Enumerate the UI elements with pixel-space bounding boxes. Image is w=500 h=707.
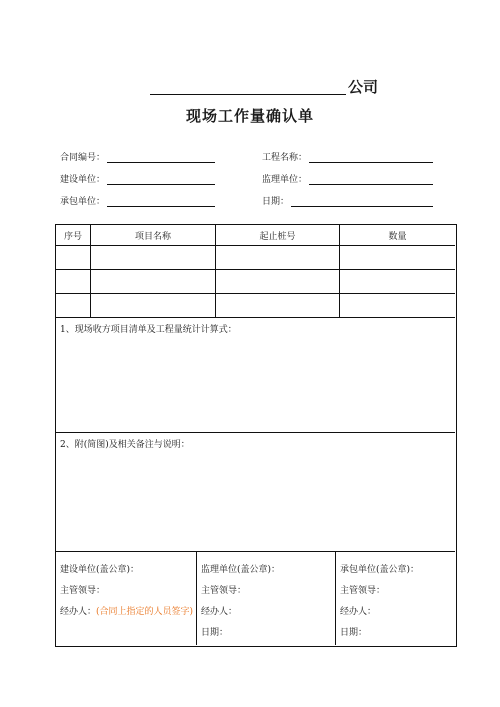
header-item-name: 项目名称 bbox=[91, 225, 216, 245]
station-cell[interactable] bbox=[216, 294, 340, 317]
calculation-section[interactable] bbox=[56, 318, 455, 433]
supervision-date-label: 日期： bbox=[201, 628, 229, 638]
seq-cell[interactable] bbox=[56, 270, 91, 293]
supervision-unit-input[interactable] bbox=[309, 174, 433, 185]
table-row bbox=[56, 246, 455, 270]
company-heading bbox=[150, 80, 378, 95]
construction-unit-label: 建设单位： bbox=[60, 175, 106, 185]
document-title: 现场工作量确认单 bbox=[185, 107, 314, 125]
item-name-cell[interactable] bbox=[91, 294, 216, 317]
supervision-seal-label: 监理单位(盖公章)： bbox=[201, 565, 281, 575]
supervision-leader-label: 主管领导： bbox=[201, 586, 247, 596]
project-name-input[interactable] bbox=[309, 152, 433, 163]
table-row bbox=[56, 294, 455, 318]
notes-section[interactable] bbox=[56, 433, 455, 552]
seq-cell[interactable] bbox=[56, 294, 91, 317]
confirmation-table bbox=[55, 224, 457, 647]
construction-unit-input[interactable] bbox=[107, 174, 215, 185]
company-name-blank[interactable] bbox=[150, 80, 346, 95]
signature-row bbox=[56, 552, 455, 645]
contractor-handler-label: 经办人： bbox=[340, 607, 377, 617]
supervision-signature-block[interactable] bbox=[197, 552, 336, 645]
construction-handler-label: 经办人： bbox=[60, 607, 97, 617]
quantity-cell[interactable] bbox=[340, 294, 455, 317]
station-cell[interactable] bbox=[216, 246, 340, 269]
contractor-unit-input[interactable] bbox=[107, 196, 215, 207]
item-name-cell[interactable] bbox=[91, 246, 216, 269]
construction-handler-line bbox=[60, 604, 193, 617]
project-name-field bbox=[262, 150, 433, 163]
date-label: 日期： bbox=[262, 197, 290, 207]
project-name-label: 工程名称： bbox=[262, 153, 308, 163]
notes-section-title: 2、附(简图)及相关备注与说明： bbox=[60, 440, 190, 450]
supervision-handler-label: 经办人： bbox=[201, 607, 238, 617]
contractor-leader-label: 主管领导： bbox=[340, 586, 386, 596]
item-name-cell[interactable] bbox=[91, 270, 216, 293]
construction-signature-block[interactable] bbox=[56, 552, 197, 645]
supervision-unit-field bbox=[262, 172, 433, 185]
construction-unit-field bbox=[60, 172, 215, 185]
contract-no-input[interactable] bbox=[107, 152, 215, 163]
contractor-unit-label: 承包单位： bbox=[60, 197, 106, 207]
quantity-cell[interactable] bbox=[340, 246, 455, 269]
contract-no-label: 合同编号： bbox=[60, 153, 106, 163]
header-station: 起止桩号 bbox=[216, 225, 340, 245]
contractor-signature-block[interactable] bbox=[336, 552, 455, 645]
table-header-row bbox=[56, 225, 455, 246]
contract-no-field bbox=[60, 150, 215, 163]
quantity-cell[interactable] bbox=[340, 270, 455, 293]
header-quantity: 数量 bbox=[388, 231, 407, 242]
handler-note: (合同上指定的人员签字) bbox=[96, 607, 194, 617]
contractor-unit-field bbox=[60, 194, 215, 207]
contractor-seal-label: 承包单位(盖公章)： bbox=[340, 565, 420, 575]
station-cell[interactable] bbox=[216, 270, 340, 293]
date-field bbox=[262, 194, 433, 207]
header-seq: 序号 bbox=[56, 225, 91, 245]
calculation-section-title: 1、现场收方项目清单及工程量统计计算式： bbox=[60, 325, 237, 335]
supervision-unit-label: 监理单位： bbox=[262, 175, 308, 185]
seq-cell[interactable] bbox=[56, 246, 91, 269]
company-suffix: 公司 bbox=[348, 78, 379, 96]
table-row bbox=[56, 270, 455, 294]
construction-leader-label: 主管领导： bbox=[60, 586, 106, 596]
date-input[interactable] bbox=[291, 196, 433, 207]
contractor-date-label: 日期： bbox=[340, 628, 368, 638]
construction-seal-label: 建设单位(盖公章)： bbox=[60, 565, 140, 575]
